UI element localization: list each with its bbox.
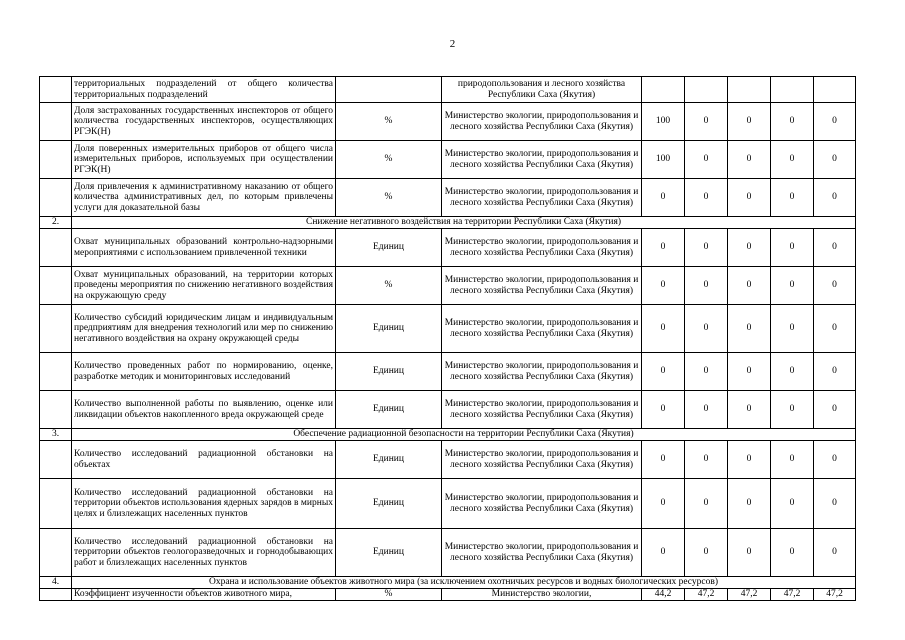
value-cell-5: 0: [814, 479, 856, 529]
indicator-name: Охват муниципальных образований, на территории которых проведены мероприятия по снижению негативного воздействия на окружающую среду: [72, 267, 336, 305]
value-cell-1: 100: [642, 103, 685, 141]
section-number: 4.: [40, 577, 72, 589]
unit-cell: Единиц: [336, 391, 442, 429]
responsible-cell: Министерство экологии, природопользования и лесного хозяйства Республики Саха (Якутия): [442, 529, 642, 577]
value-cell-4: 0: [771, 391, 814, 429]
value-cell-3: 0: [728, 353, 771, 391]
indicator-name: Количество исследований радиационной обстановки на территории объектов геологоразведочных и горнодобывающих работ и близлежащих населенных пунктов: [72, 529, 336, 577]
table-row: [40, 353, 856, 391]
table-row: [40, 229, 856, 267]
value-cell-5: 0: [814, 141, 856, 179]
responsible-cell: Министерство экологии, природопользования и лесного хозяйства Республики Саха (Якутия): [442, 479, 642, 529]
value-cell-5: 0: [814, 391, 856, 429]
value-cell-2: 0: [685, 179, 728, 217]
section-title: Обеспечение радиационной безопасности на территории Республики Саха (Якутия): [72, 429, 856, 441]
value-cell-5: 0: [814, 179, 856, 217]
indicators-table: [39, 76, 856, 601]
value-cell-1: 0: [642, 529, 685, 577]
responsible-cell: природопользования и лесного хозяйства Республики Саха (Якутия): [442, 77, 642, 103]
unit-cell: Единиц: [336, 353, 442, 391]
unit-cell: Единиц: [336, 305, 442, 353]
indicator-name: Коэффициент изученности объектов животного мира,: [72, 589, 336, 601]
indicator-name: территориальных подразделений от общего количества территориальных подразделений: [72, 77, 336, 103]
section-row: [40, 217, 856, 229]
row-number: [40, 103, 72, 141]
value-cell-5: 0: [814, 267, 856, 305]
value-cell-2: 0: [685, 267, 728, 305]
unit-cell: Единиц: [336, 529, 442, 577]
value-cell-3: 0: [728, 229, 771, 267]
value-cell-4: 0: [771, 103, 814, 141]
value-cell-1: [642, 77, 685, 103]
table-row: [40, 103, 856, 141]
value-cell-1: 0: [642, 441, 685, 479]
value-cell-4: 47,2: [771, 589, 814, 601]
indicator-name: Доля привлечения к административному наказанию от общего количества административных дел, по которым привлечены услуги для доказательной базы: [72, 179, 336, 217]
unit-cell: %: [336, 103, 442, 141]
value-cell-3: 0: [728, 179, 771, 217]
value-cell-2: 0: [685, 229, 728, 267]
value-cell-1: 0: [642, 391, 685, 429]
value-cell-3: 0: [728, 103, 771, 141]
value-cell-5: 0: [814, 529, 856, 577]
indicator-name: Охват муниципальных образований контрольно-надзорными мероприятиями с использованием привлеченной техники: [72, 229, 336, 267]
row-number: [40, 441, 72, 479]
value-cell-1: 44,2: [642, 589, 685, 601]
value-cell-3: 0: [728, 479, 771, 529]
responsible-cell: Министерство экологии, природопользования и лесного хозяйства Республики Саха (Якутия): [442, 391, 642, 429]
table-row: [40, 391, 856, 429]
table-row: [40, 305, 856, 353]
section-row: [40, 577, 856, 589]
value-cell-5: 47,2: [814, 589, 856, 601]
row-number: [40, 589, 72, 601]
indicator-name: Доля застрахованных государственных инспекторов от общего количества государственных инспекторов, осуществляющих РГЭК(Н): [72, 103, 336, 141]
row-number: [40, 141, 72, 179]
value-cell-4: 0: [771, 479, 814, 529]
value-cell-3: 0: [728, 141, 771, 179]
responsible-cell: Министерство экологии, природопользования и лесного хозяйства Республики Саха (Якутия): [442, 229, 642, 267]
value-cell-3: 0: [728, 305, 771, 353]
responsible-cell: Министерство экологии, природопользования и лесного хозяйства Республики Саха (Якутия): [442, 103, 642, 141]
value-cell-2: 0: [685, 141, 728, 179]
table-row: [40, 441, 856, 479]
unit-cell: Единиц: [336, 479, 442, 529]
row-number: [40, 179, 72, 217]
row-number: [40, 529, 72, 577]
table-row: [40, 589, 856, 601]
unit-cell: [336, 77, 442, 103]
value-cell-4: 0: [771, 179, 814, 217]
unit-cell: %: [336, 589, 442, 601]
value-cell-5: 0: [814, 353, 856, 391]
value-cell-1: 0: [642, 479, 685, 529]
section-title: Охрана и использование объектов животного мира (за исключением охотничьих ресурсов и водных биологических ресурсов): [72, 577, 856, 589]
indicator-name: Количество проведенных работ по нормированию, оценке, разработке методик и мониторинговых исследований: [72, 353, 336, 391]
row-number: [40, 77, 72, 103]
row-number: [40, 305, 72, 353]
value-cell-1: 0: [642, 179, 685, 217]
value-cell-4: 0: [771, 353, 814, 391]
value-cell-3: 0: [728, 267, 771, 305]
responsible-cell: Министерство экологии, природопользования и лесного хозяйства Республики Саха (Якутия): [442, 305, 642, 353]
value-cell-4: 0: [771, 267, 814, 305]
value-cell-2: 0: [685, 479, 728, 529]
value-cell-2: [685, 77, 728, 103]
value-cell-5: 0: [814, 103, 856, 141]
value-cell-1: 0: [642, 229, 685, 267]
table-row: [40, 179, 856, 217]
value-cell-4: 0: [771, 441, 814, 479]
unit-cell: %: [336, 267, 442, 305]
row-number: [40, 479, 72, 529]
unit-cell: %: [336, 179, 442, 217]
value-cell-1: 0: [642, 353, 685, 391]
value-cell-1: 0: [642, 305, 685, 353]
value-cell-2: 0: [685, 529, 728, 577]
value-cell-5: [814, 77, 856, 103]
row-number: [40, 353, 72, 391]
row-number: [40, 267, 72, 305]
responsible-cell: Министерство экологии, природопользования и лесного хозяйства Республики Саха (Якутия): [442, 441, 642, 479]
value-cell-5: 0: [814, 305, 856, 353]
table-row: [40, 267, 856, 305]
value-cell-3: 47,2: [728, 589, 771, 601]
value-cell-5: 0: [814, 229, 856, 267]
value-cell-1: 0: [642, 267, 685, 305]
row-number: [40, 229, 72, 267]
table-row: [40, 529, 856, 577]
section-number: 3.: [40, 429, 72, 441]
table-row: [40, 141, 856, 179]
value-cell-2: 0: [685, 305, 728, 353]
unit-cell: Единиц: [336, 229, 442, 267]
value-cell-4: [771, 77, 814, 103]
indicator-name: Количество исследований радиационной обстановки на территории объектов использования ядерных зарядов в мирных целях и близлежащих населенных пунктов: [72, 479, 336, 529]
table-row: [40, 77, 856, 103]
page-number: 2: [449, 38, 456, 50]
value-cell-3: [728, 77, 771, 103]
section-title: Снижение негативного воздействия на территории Республики Саха (Якутия): [72, 217, 856, 229]
value-cell-2: 0: [685, 391, 728, 429]
indicator-name: Количество выполненной работы по выявлению, оценке или ликвидации объектов накопленного вреда окружающей среде: [72, 391, 336, 429]
responsible-cell: Министерство экологии, природопользования и лесного хозяйства Республики Саха (Якутия): [442, 179, 642, 217]
responsible-cell: Министерство экологии, природопользования и лесного хозяйства Республики Саха (Якутия): [442, 267, 642, 305]
value-cell-3: 0: [728, 529, 771, 577]
indicator-name: Доля поверенных измерительных приборов от общего числа измерительных приборов, используемых при осуществлении РГЭК(Н): [72, 141, 336, 179]
value-cell-4: 0: [771, 229, 814, 267]
responsible-cell: Министерство экологии, природопользования и лесного хозяйства Республики Саха (Якутия): [442, 141, 642, 179]
table-row: [40, 479, 856, 529]
value-cell-2: 47,2: [685, 589, 728, 601]
section-row: [40, 429, 856, 441]
value-cell-4: 0: [771, 305, 814, 353]
unit-cell: %: [336, 141, 442, 179]
value-cell-4: 0: [771, 141, 814, 179]
value-cell-2: 0: [685, 353, 728, 391]
section-number: 2.: [40, 217, 72, 229]
value-cell-2: 0: [685, 441, 728, 479]
responsible-cell: Министерство экологии, природопользования и лесного хозяйства Республики Саха (Якутия): [442, 353, 642, 391]
row-number: [40, 391, 72, 429]
value-cell-4: 0: [771, 529, 814, 577]
value-cell-1: 100: [642, 141, 685, 179]
value-cell-3: 0: [728, 441, 771, 479]
unit-cell: Единиц: [336, 441, 442, 479]
value-cell-2: 0: [685, 103, 728, 141]
indicator-name: Количество исследований радиационной обстановки на объектах: [72, 441, 336, 479]
value-cell-5: 0: [814, 441, 856, 479]
value-cell-3: 0: [728, 391, 771, 429]
responsible-cell: Министерство экологии,: [442, 589, 642, 601]
indicator-name: Количество субсидий юридическим лицам и индивидуальным предприятиям для внедрения технологий или мер по снижению негативного воздействия на охрану окружающей среды: [72, 305, 336, 353]
